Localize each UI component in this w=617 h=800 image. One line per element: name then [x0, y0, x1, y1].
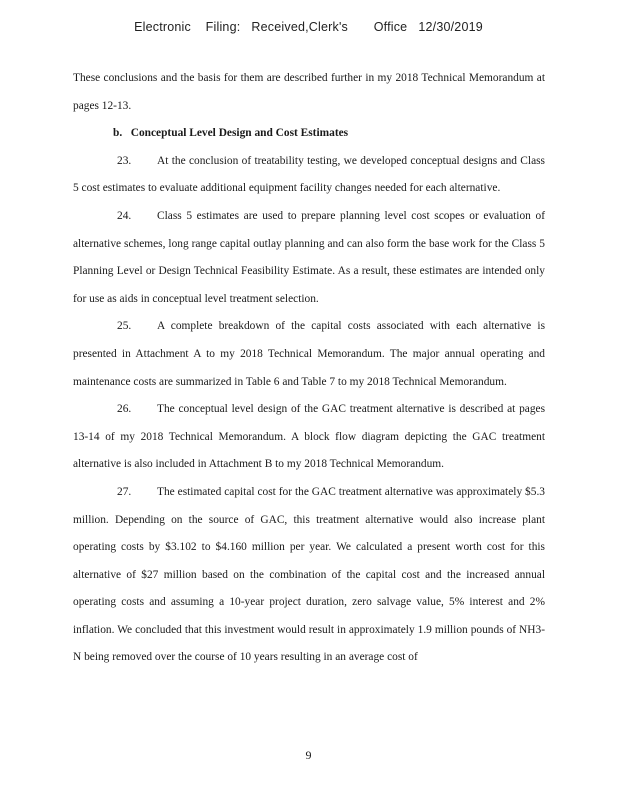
- paragraph-number: 27.: [117, 485, 132, 498]
- section-heading: [73, 120, 545, 148]
- paragraph-26: [73, 396, 545, 479]
- paragraph-27: [73, 479, 545, 672]
- paragraph-text: A complete breakdown of the capital costs associated with each alternative is presented in Attachment A to my 2018 Technical Memorandum. The major annual operating and maintenance costs are summarized in Table 6 and Table 7 to my 2018 Technical Memorandum.: [73, 320, 545, 388]
- paragraph-23: [73, 148, 545, 203]
- section-letter: b.: [113, 127, 123, 140]
- paragraph-number: 24.: [117, 209, 132, 222]
- paragraph-number: 26.: [117, 403, 132, 416]
- document-body: [73, 65, 545, 672]
- intro-paragraph: These conclusions and the basis for them are described further in my 2018 Technical Memorandum at pages 12-13.: [73, 72, 545, 112]
- paragraph-text: At the conclusion of treatability testing, we developed conceptual designs and Class 5 cost estimates to evaluate additional equipment facility changes needed for each alternative.: [73, 154, 545, 195]
- paragraph-text: Class 5 estimates are used to prepare planning level cost scopes or evaluation of alternative schemes, long range capital outlay planning and can also form the base work for the Class 5 Planning Level or Design Technical Feasibility Estimate. As a result, these estimates are intended only for use as aids in conceptual level treatment selection.: [73, 209, 545, 305]
- filing-header-stamp: Electronic Filing: Received,Clerk's Office 12/30/2019: [134, 20, 483, 34]
- paragraph-number: 23.: [117, 154, 132, 167]
- paragraph-text: The estimated capital cost for the GAC treatment alternative was approximately $5.3 million. Depending on the source of GAC, this treatment alternative would also increase plant operating costs by $3.102 to $4.160 million per year. We calculated a present worth cost for this alternative of $27 million based on the combination of the capital cost and the increased annual operating costs and assuming a 10-year project duration, zero salvage value, 5% interest and 2% inflation. We concluded that this investment would result in approximately 1.9 million pounds of NH3-N being removed over the course of 10 years resulting in an average cost of: [73, 485, 545, 664]
- paragraph-number: 25.: [117, 320, 132, 333]
- paragraph-24: [73, 203, 545, 313]
- section-title: Conceptual Level Design and Cost Estimates: [130, 127, 349, 140]
- page-number: 9: [305, 748, 312, 762]
- paragraph-text: The conceptual level design of the GAC treatment alternative is described at pages 13-14 of my 2018 Technical Memorandum. A block flow diagram depicting the GAC treatment alternative is also included in Attachment B to my 2018 Technical Memorandum.: [73, 403, 545, 471]
- paragraph-25: [73, 313, 545, 396]
